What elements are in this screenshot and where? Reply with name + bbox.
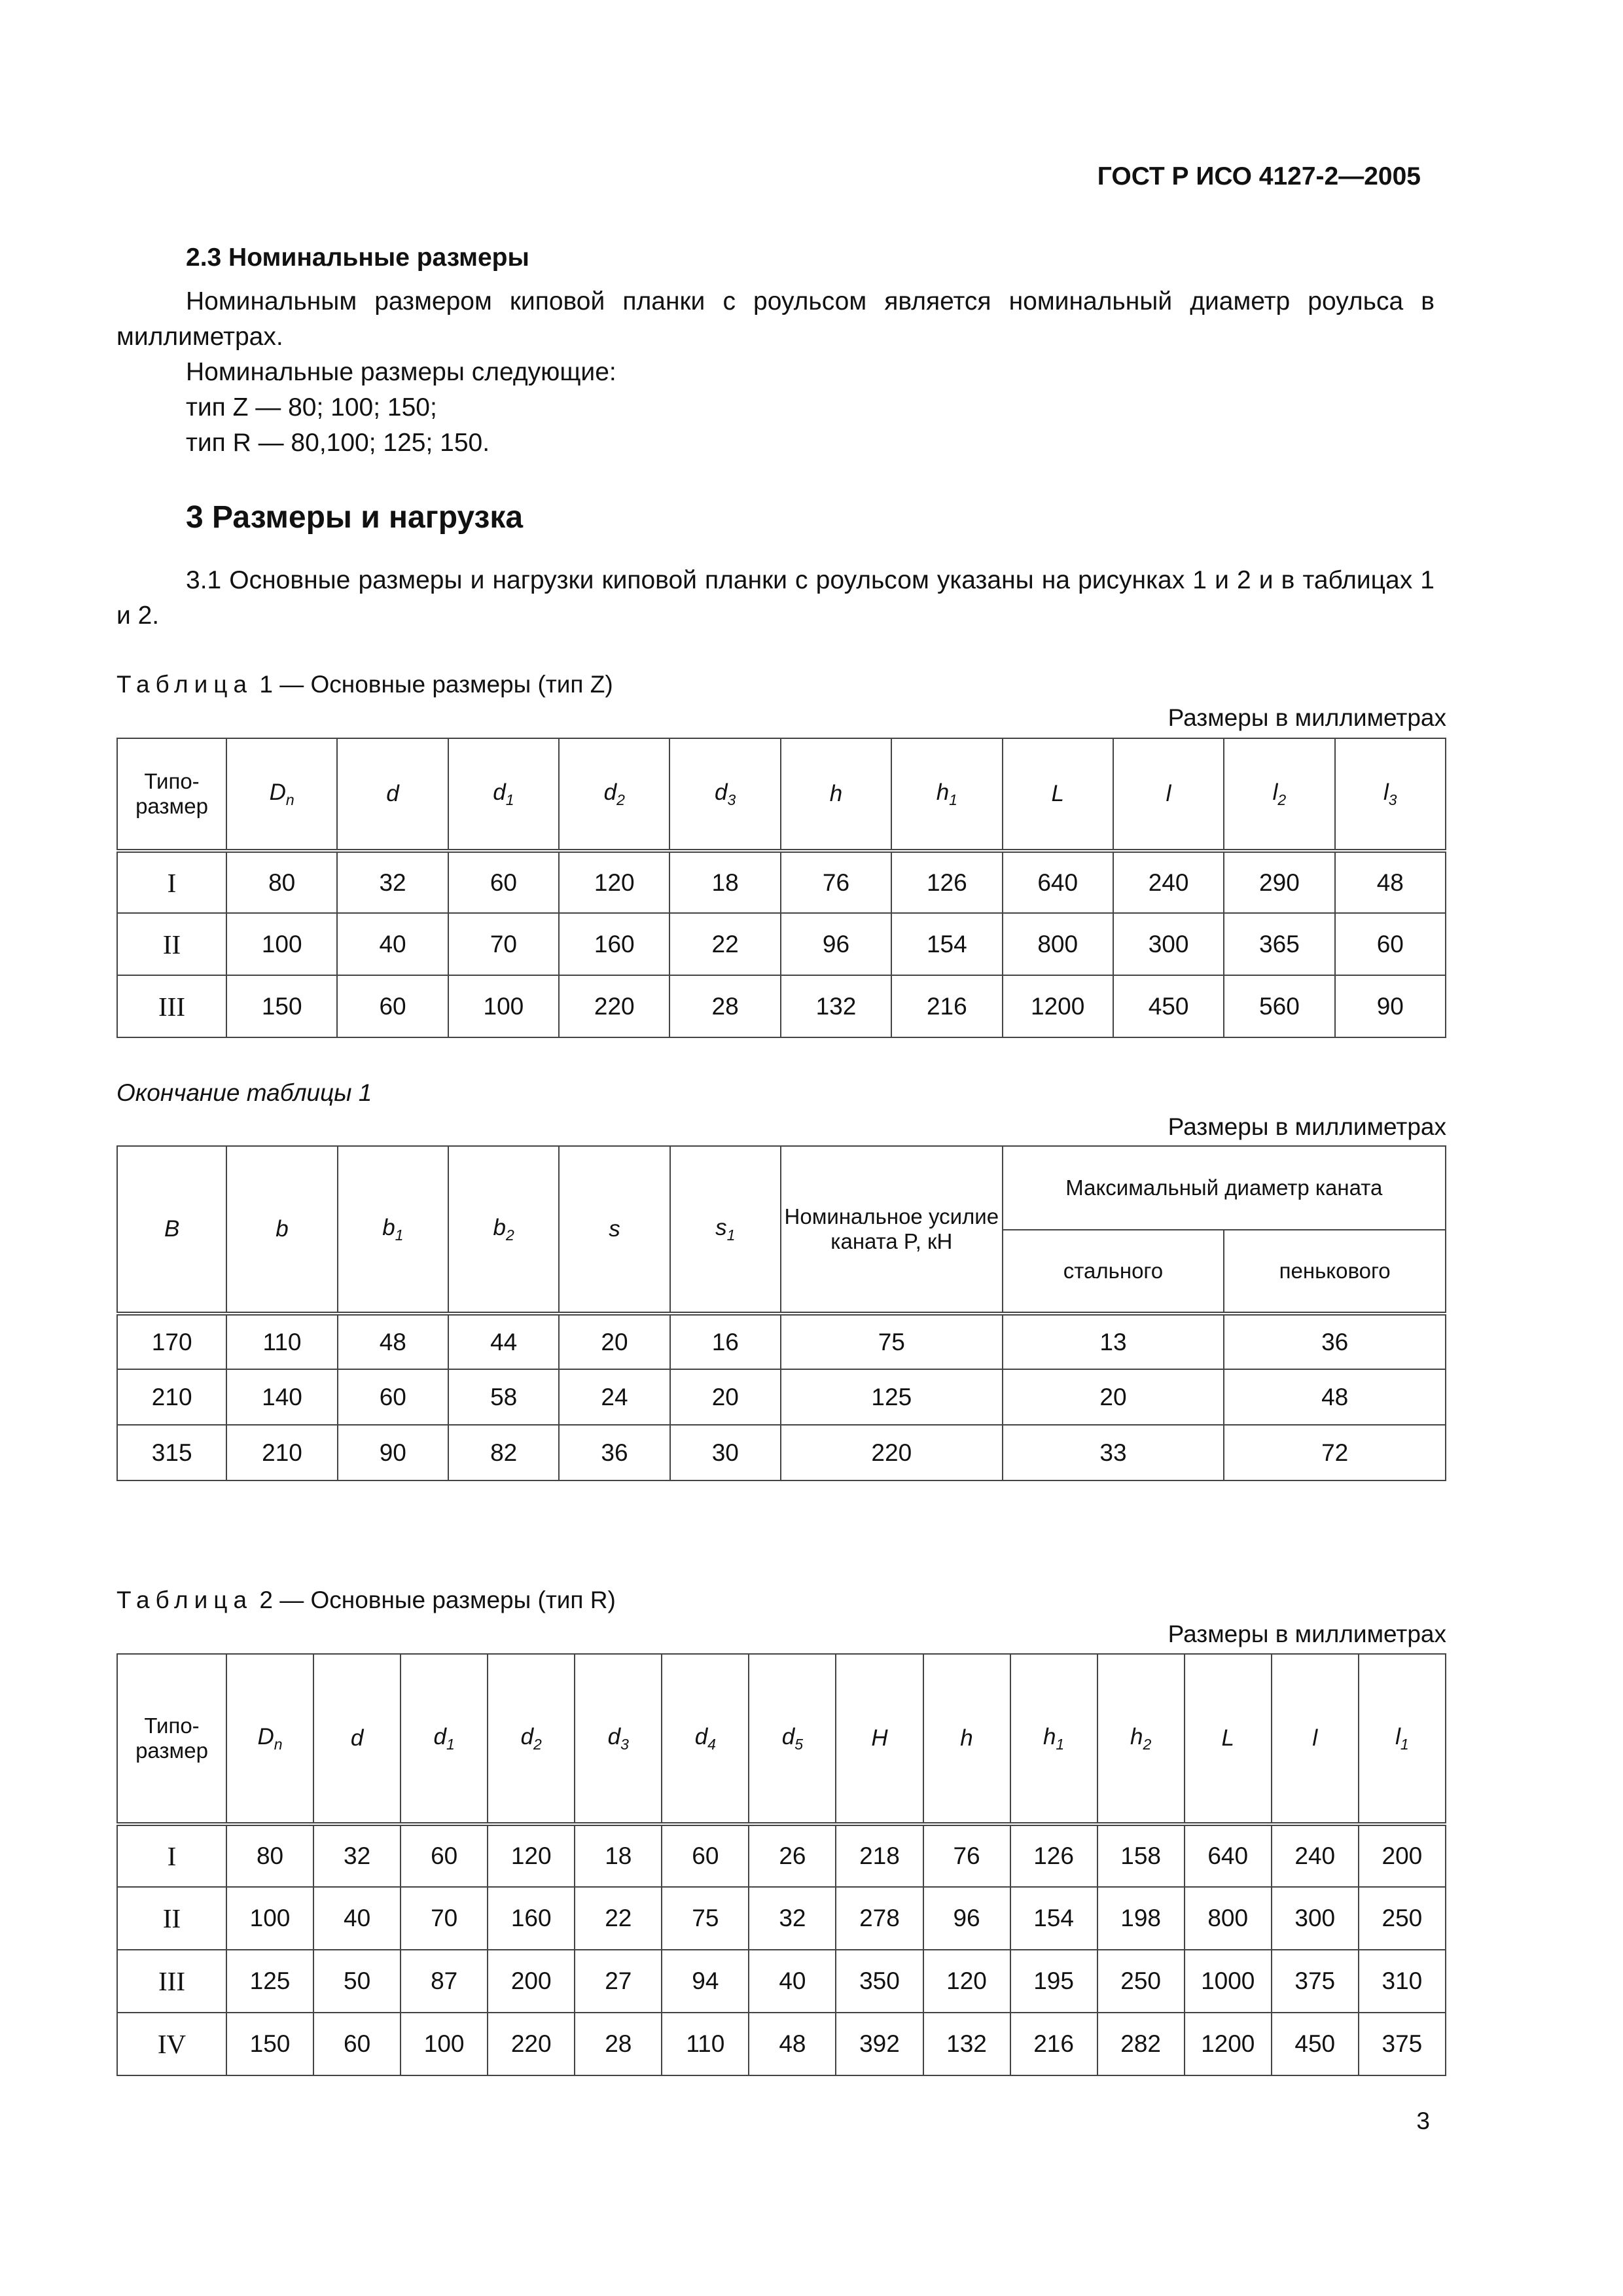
table-row <box>117 851 1446 913</box>
table-row <box>117 1314 1446 1369</box>
col-header-h-upper: H <box>836 1654 923 1824</box>
table-1-continuation-units: Размеры в миллиметрах <box>1168 1113 1446 1140</box>
table-cell: 560 <box>1224 975 1334 1037</box>
table-cell: 24 <box>559 1369 669 1425</box>
table-cell: 72 <box>1224 1425 1446 1480</box>
section-2-3-title: 2.3 Номинальные размеры <box>186 243 529 272</box>
col-header-steel: стального <box>1003 1230 1224 1314</box>
table-cell: 125 <box>226 1950 313 2013</box>
table-cell: 48 <box>1335 851 1446 913</box>
col-header-l-upper: L <box>1185 1654 1272 1824</box>
table-cell: 20 <box>670 1369 781 1425</box>
table-cell: 450 <box>1113 975 1224 1037</box>
section-3-1-paragraph <box>116 563 1435 634</box>
table-cell: 132 <box>923 2013 1010 2075</box>
table-cell: 220 <box>488 2013 575 2075</box>
table-row <box>117 1887 1446 1950</box>
table-cell: 22 <box>669 913 780 975</box>
table-1 <box>116 738 1446 1038</box>
table-cell: 210 <box>226 1425 337 1480</box>
table-cell: 100 <box>226 913 337 975</box>
table-2-caption-word: Таблица <box>116 1587 253 1613</box>
table-cell: 220 <box>781 1425 1003 1480</box>
table-cell: 800 <box>1003 913 1113 975</box>
col-header-b2: $b_2$ <box>448 1146 559 1314</box>
col-header-h1: $h_1$ <box>1010 1654 1097 1824</box>
table-cell: 60 <box>313 2013 401 2075</box>
table-cell: 160 <box>488 1887 575 1950</box>
table-cell: 216 <box>891 975 1002 1037</box>
table-cell: 200 <box>488 1950 575 2013</box>
table-row <box>117 975 1446 1037</box>
table-cell: 58 <box>448 1369 559 1425</box>
table-cell: 220 <box>559 975 669 1037</box>
table-cell: 60 <box>337 975 448 1037</box>
col-header-d2: $d_2$ <box>488 1654 575 1824</box>
col-header-l2: $l_2$ <box>1224 738 1334 851</box>
table-cell: 44 <box>448 1314 559 1369</box>
table-cell: 13 <box>1003 1314 1224 1369</box>
table-cell: 640 <box>1185 1824 1272 1887</box>
col-header-l: l <box>1272 1654 1359 1824</box>
table-cell: 27 <box>575 1950 662 2013</box>
col-header-force: Номинальное усилие каната P, кН <box>781 1146 1003 1314</box>
table-1-continuation-caption: Окончание таблицы 1 <box>116 1079 372 1106</box>
table-cell: 110 <box>662 2013 749 2075</box>
col-header-d2: $d_2$ <box>559 738 669 851</box>
table-cell: 375 <box>1359 2013 1446 2075</box>
col-header-d4: $d_4$ <box>662 1654 749 1824</box>
table-cell: 300 <box>1113 913 1224 975</box>
table-cell: 75 <box>781 1314 1003 1369</box>
table-cell: 132 <box>781 975 891 1037</box>
table-cell: 40 <box>749 1950 836 2013</box>
table-cell: 28 <box>575 2013 662 2075</box>
table-cell: 800 <box>1185 1887 1272 1950</box>
col-header-h2: $h_2$ <box>1097 1654 1185 1824</box>
table-row <box>117 1425 1446 1480</box>
table-cell: 1200 <box>1185 2013 1272 2075</box>
table-cell: 170 <box>117 1314 226 1369</box>
col-header-dn: $D_n$ <box>226 1654 313 1824</box>
table-cell: 158 <box>1097 1824 1185 1887</box>
table-cell: 96 <box>781 913 891 975</box>
table-cell: 310 <box>1359 1950 1446 2013</box>
table-cell: 48 <box>749 2013 836 2075</box>
table-cell: 18 <box>669 851 780 913</box>
table-cell: 48 <box>1224 1369 1446 1425</box>
table-2-units: Размеры в миллиметрах <box>1168 1621 1446 1647</box>
table-cell: IV <box>117 2013 226 2075</box>
table-cell: 70 <box>401 1887 488 1950</box>
col-header-type: Типо-размер <box>117 738 226 851</box>
table-row <box>117 1824 1446 1887</box>
table-cell: 365 <box>1224 913 1334 975</box>
table-cell: 26 <box>749 1824 836 1887</box>
nominal-sizes-type-z: тип Z — 80; 100; 150; <box>186 393 437 422</box>
table-cell: 250 <box>1097 1950 1185 2013</box>
col-header-s1: $s_1$ <box>670 1146 781 1314</box>
table-cell: 94 <box>662 1950 749 2013</box>
table-cell: I <box>117 1824 226 1887</box>
col-header-b1: $b_1$ <box>338 1146 448 1314</box>
table-cell: 240 <box>1272 1824 1359 1887</box>
table-cell: 450 <box>1272 2013 1359 2075</box>
table-1-units: Размеры в миллиметрах <box>1168 704 1446 731</box>
table-cell: III <box>117 975 226 1037</box>
table-2-caption <box>116 1587 616 1614</box>
table-cell: 100 <box>448 975 559 1037</box>
table-cell: 200 <box>1359 1824 1446 1887</box>
table-1-continuation <box>116 1145 1446 1481</box>
table-2 <box>116 1653 1446 2076</box>
col-header-dn: $D_n$ <box>226 738 337 851</box>
table-cell: 50 <box>313 1950 401 2013</box>
table-cell: 16 <box>670 1314 781 1369</box>
table-1-caption-text: 1 — Основные размеры (тип Z) <box>259 671 613 698</box>
table-cell: 32 <box>337 851 448 913</box>
table-cell: 250 <box>1359 1887 1446 1950</box>
table-cell: 392 <box>836 2013 923 2075</box>
section-3-heading: 3 Размеры и нагрузка <box>186 500 524 535</box>
table-cell: 150 <box>226 2013 313 2075</box>
table-1-caption-word: Таблица <box>116 671 253 698</box>
table-cell: 120 <box>923 1950 1010 2013</box>
col-header-s: s <box>559 1146 669 1314</box>
col-header-max-rope-diameter: Максимальный диаметр каната <box>1003 1146 1446 1230</box>
col-header-l-upper: L <box>1003 738 1113 851</box>
table-cell: 40 <box>313 1887 401 1950</box>
table-cell: 210 <box>117 1369 226 1425</box>
table-cell: 110 <box>226 1314 337 1369</box>
table-cell: 350 <box>836 1950 923 2013</box>
table-cell: 33 <box>1003 1425 1224 1480</box>
col-header-l3: $l_3$ <box>1335 738 1446 851</box>
table-cell: 48 <box>338 1314 448 1369</box>
col-header-h1: $h_1$ <box>891 738 1002 851</box>
table-cell: 28 <box>669 975 780 1037</box>
table-row <box>117 2013 1446 2075</box>
col-header-d1: $d_1$ <box>448 738 559 851</box>
table-cell: 282 <box>1097 2013 1185 2075</box>
table-cell: III <box>117 1950 226 2013</box>
col-header-h: h <box>781 738 891 851</box>
table-cell: 375 <box>1272 1950 1359 2013</box>
table-cell: 640 <box>1003 851 1113 913</box>
table-cell: 60 <box>662 1824 749 1887</box>
nominal-sizes-type-r: тип R — 80,100; 125; 150. <box>186 429 490 457</box>
table-cell: 100 <box>401 2013 488 2075</box>
table-cell: 126 <box>1010 1824 1097 1887</box>
table-cell: 240 <box>1113 851 1224 913</box>
col-header-l: l <box>1113 738 1224 851</box>
table-cell: 60 <box>448 851 559 913</box>
section-2-3-paragraph <box>116 284 1435 355</box>
col-header-d5: $d_5$ <box>749 1654 836 1824</box>
table-2-caption-text: 2 — Основные размеры (тип R) <box>259 1587 616 1613</box>
table-cell: 40 <box>337 913 448 975</box>
table-cell: 80 <box>226 851 337 913</box>
table-cell: 36 <box>559 1425 669 1480</box>
table-cell: 216 <box>1010 2013 1097 2075</box>
table-cell: 125 <box>781 1369 1003 1425</box>
table-cell: 198 <box>1097 1887 1185 1950</box>
table-cell: 20 <box>559 1314 669 1369</box>
table-1-caption <box>116 671 613 698</box>
table-cell: 1200 <box>1003 975 1113 1037</box>
table-cell: 140 <box>226 1369 337 1425</box>
table-1-continuation-header-row <box>117 1146 1446 1230</box>
table-cell: 120 <box>488 1824 575 1887</box>
table-cell: 22 <box>575 1887 662 1950</box>
table-cell: 80 <box>226 1824 313 1887</box>
table-cell: II <box>117 1887 226 1950</box>
section-2-3-text: Номинальным размером киповой планки с роульсом является номинальный диаметр роульса в миллиметрах. <box>116 287 1435 351</box>
table-cell: 36 <box>1224 1314 1446 1369</box>
table-cell: II <box>117 913 226 975</box>
table-1-header-row <box>117 738 1446 851</box>
table-cell: 290 <box>1224 851 1334 913</box>
table-2-header-row <box>117 1654 1446 1824</box>
table-cell: 82 <box>448 1425 559 1480</box>
standard-header: ГОСТ Р ИСО 4127-2—2005 <box>1097 162 1421 190</box>
table-cell: 60 <box>1335 913 1446 975</box>
table-cell: 195 <box>1010 1950 1097 2013</box>
table-cell: 126 <box>891 851 1002 913</box>
table-cell: 60 <box>338 1369 448 1425</box>
col-header-l1: $l_1$ <box>1359 1654 1446 1824</box>
col-header-type: Типо-размер <box>117 1654 226 1824</box>
table-cell: 32 <box>749 1887 836 1950</box>
col-header-d1: $d_1$ <box>401 1654 488 1824</box>
table-cell: 75 <box>662 1887 749 1950</box>
section-3-1-text: 3.1 Основные размеры и нагрузки киповой планки с роульсом указаны на рисунках 1 и 2 и в таблицах 1 и 2. <box>116 566 1435 630</box>
table-row <box>117 1950 1446 2013</box>
table-cell: 90 <box>338 1425 448 1480</box>
table-cell: 300 <box>1272 1887 1359 1950</box>
table-cell: 278 <box>836 1887 923 1950</box>
table-cell: 120 <box>559 851 669 913</box>
table-cell: 76 <box>781 851 891 913</box>
col-header-hemp: пенькового <box>1224 1230 1446 1314</box>
nominal-sizes-intro: Номинальные размеры следующие: <box>186 358 616 386</box>
table-cell: 32 <box>313 1824 401 1887</box>
table-cell: 18 <box>575 1824 662 1887</box>
table-cell: 70 <box>448 913 559 975</box>
col-header-d3: $d_3$ <box>669 738 780 851</box>
col-header-d: d <box>313 1654 401 1824</box>
table-cell: 154 <box>1010 1887 1097 1950</box>
table-cell: 60 <box>401 1824 488 1887</box>
table-cell: 30 <box>670 1425 781 1480</box>
table-cell: 76 <box>923 1824 1010 1887</box>
table-row <box>117 913 1446 975</box>
col-header-b: b <box>226 1146 337 1314</box>
table-cell: 218 <box>836 1824 923 1887</box>
table-cell: 87 <box>401 1950 488 2013</box>
table-cell: 90 <box>1335 975 1446 1037</box>
table-cell: 154 <box>891 913 1002 975</box>
table-cell: I <box>117 851 226 913</box>
col-header-d: d <box>337 738 448 851</box>
table-row <box>117 1369 1446 1425</box>
table-cell: 1000 <box>1185 1950 1272 2013</box>
page-number: 3 <box>1416 2108 1430 2134</box>
col-header-d3: $d_3$ <box>575 1654 662 1824</box>
col-header-h: h <box>923 1654 1010 1824</box>
table-cell: 150 <box>226 975 337 1037</box>
col-header-b-upper: B <box>117 1146 226 1314</box>
table-cell: 160 <box>559 913 669 975</box>
table-cell: 96 <box>923 1887 1010 1950</box>
table-cell: 100 <box>226 1887 313 1950</box>
table-cell: 20 <box>1003 1369 1224 1425</box>
table-cell: 315 <box>117 1425 226 1480</box>
